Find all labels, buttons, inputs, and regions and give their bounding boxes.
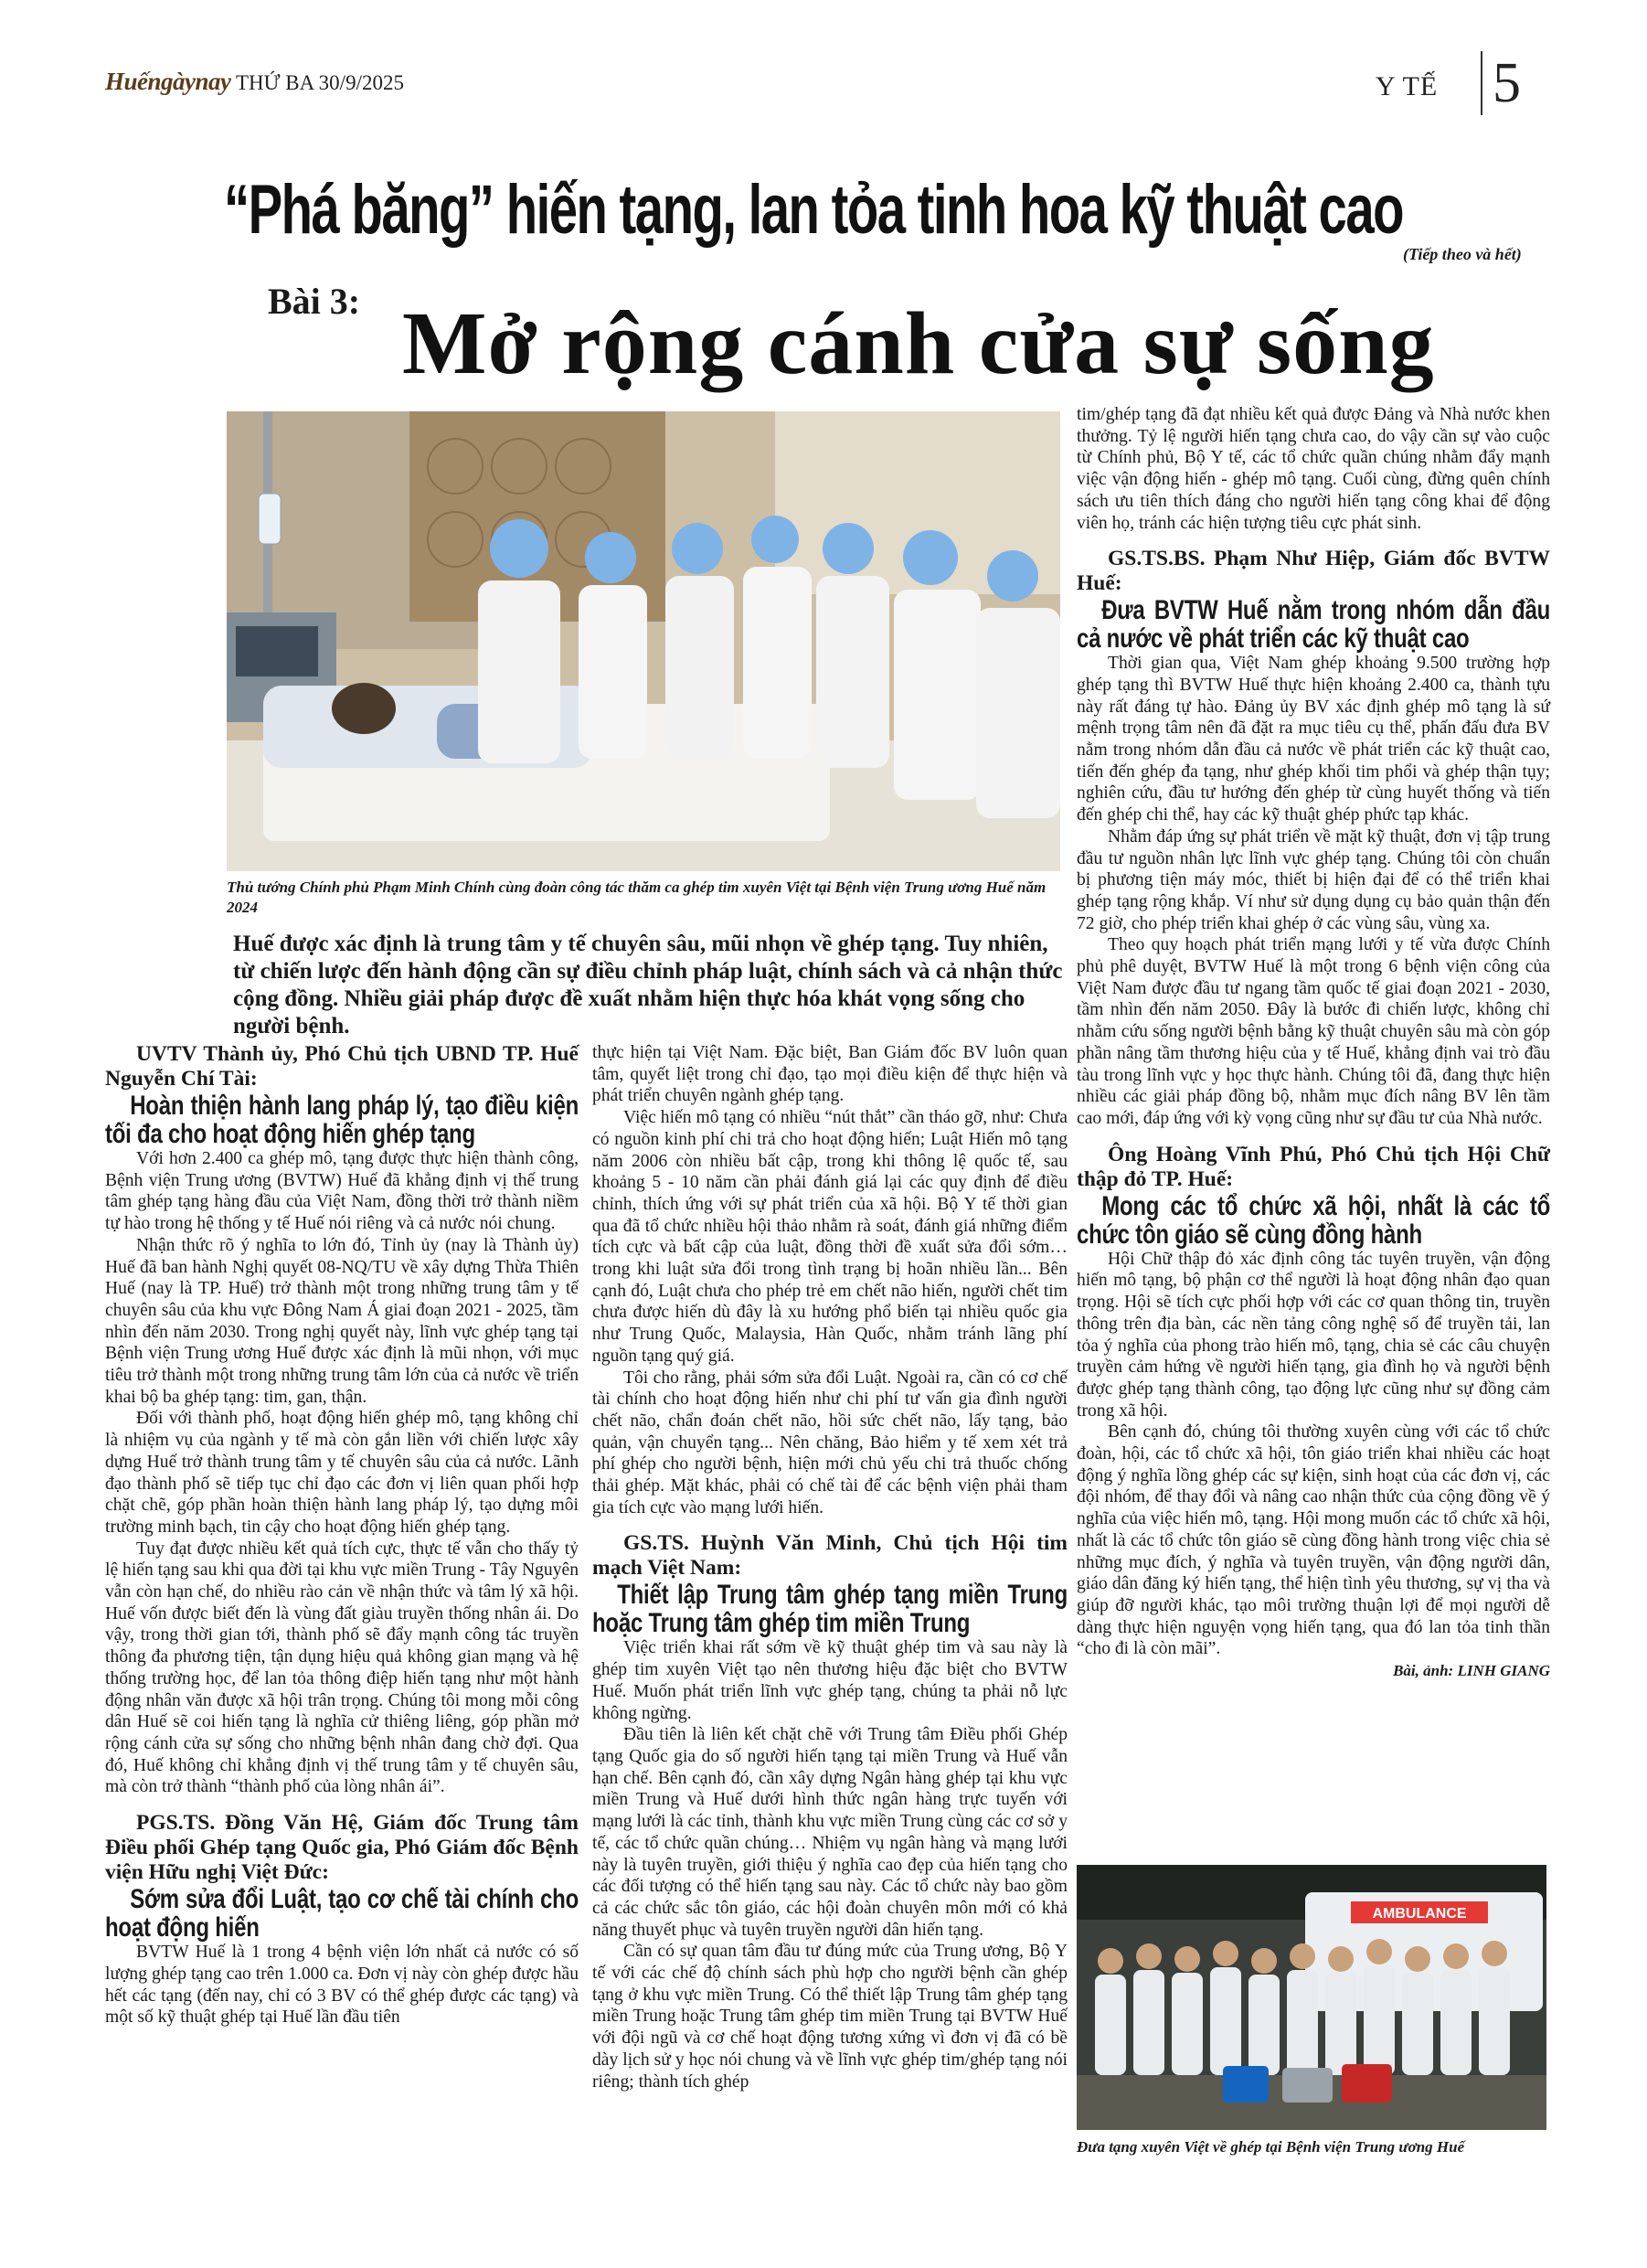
column-3 [1077,404,1550,1682]
body-paragraph: Bên cạnh đó, chúng tôi thường xuyên cùng với các tổ chức đoàn, hội, các tổ chức xã hội, tôn giáo triển khai nhiều các hoạt động ý nghĩa lồng ghép các sự kiện, sinh hoạt của các đơn vị, các đội nhóm, để thay đổi và nâng cao nhận thức của cộng đồng về ý nghĩa của việc hiến mô, tạng. Hội mong muốn các tổ chức xã hội, nhất là các tổ chức tôn giáo sẽ cùng đồng hành trong việc chia sẻ những mục đích, ý nghĩa và tuyên truyền, vận động người dân, giáo dân đăng ký hiến tạng, thể hiện tình yêu thương, sự vị tha và giúp đỡ người khác, tạo môi trường thuận lợi để mọi người dễ dàng thực hiện nguyện vọng hiến tạng, qua đó lan tỏa tinh thần “cho đi là còn mãi”. [1077,1422,1550,1659]
body-paragraph: Tôi cho rằng, phải sớm sửa đổi Luật. Ngoài ra, cần có cơ chế tài chính cho hoạt động hiến như chi phí tư vấn gia đình người chết não, chẩn đoán chết não, hồi sức chết não, lấy tạng, bảo quản, vận chuyển tạng... Nên chăng, Bảo hiểm y tế xem xét trả phí ghép cho người bệnh, hiện mới chủ yếu chi trả thuốc chống thải ghép. Mặt khác, phải có chế tài để các bệnh viện phải tham gia tích cực vào mạng lưới hiến. [592,1368,1068,1517]
body-paragraph: Tuy đạt được nhiều kết quả tích cực, thực tế vẫn cho thấy tỷ lệ hiến tạng sau khi qua đời tại khu vực miền Trung - Tây Nguyên vẫn còn hạn chế, do nhiều rào cản về nhận thức và tâm lý xã hội. Huế vốn được biết đến là vùng đất giàu truyền thống nhân ái. Do vậy, trong thời gian tới, thành phố sẽ đẩy mạnh công tác truyền thông đa phương tiện, tận dụng hiệu quả không gian mạng và hệ thống trường học, để lan tỏa thông điệp hiến tạng như một hành động nhân văn được xã hội trân trọng. Chúng tôi mong mỗi công dân Huế sẽ coi hiến tạng là nghĩa cử thiêng liêng, góp phần mở rộng cánh cửa sự sống cho những bệnh nhân đang chờ đợi. Qua đó, Huế không chỉ khẳng định vị thế trung tâm y tế chuyên sâu, mà còn trở thành “thành phố của lòng nhân ái”. [105,1539,579,1797]
masthead-logo: Huếngàynay [105,68,231,95]
lead-paragraph: Huế được xác định là trung tâm y tế chuyên sâu, mũi nhọn về ghép tạng. Tuy nhiên, từ chiến lược đến hành động cần sự điều chỉnh pháp luật, chính sách và cả nhận thức cộng đồng. Nhiều giải pháp được đề xuất nhằm hiện thực hóa khát vọng sống cho người bệnh. [233,932,1063,1038]
issue-date: THỨ BA 30/9/2025 [236,71,404,94]
body-paragraph: BVTW Huế là 1 trong 4 bệnh viện lớn nhất cả nước có số lượng ghép tạng cao trên 1.000 ca. Đơn vị này còn ghép được hầu hết các tạng (đến nay, chỉ có 3 BV có thể ghép được các tạng) và một số kỹ thuật ghép tại Huế lần đầu tiên [105,1943,579,2028]
byline: Bài, ảnh: LINH GIANG [1393,1662,1550,1680]
body-paragraph: Nhận thức rõ ý nghĩa to lớn đó, Tỉnh ủy (nay là Thành ủy) Huế đã ban hành Nghị quyết 08-NQ/TU về xây dựng Thừa Thiên Huế (nay là TP. Huế) trở thành một trong những trung tâm y tế chuyên sâu của khu vực Đông Nam Á giai đoạn 2021 - 2025, tầm nhìn đến năm 2030. Trong nghị quyết này, lĩnh vực ghép tạng tại Bệnh viện Trung ương Huế được xác định là mũi nhọn, với mục tiêu trở thành một trong những trung tâm lớn của cả nước về triển khai bộ ba ghép tạng: tim, gan, thận. [105,1235,579,1407]
main-photo [227,411,1060,871]
body-paragraph: tim/ghép tạng đã đạt nhiều kết quả được Đảng và Nhà nước khen thưởng. Tỷ lệ người hiến tạng chưa cao, do vậy cần sự vào cuộc từ Chính phủ, Bộ Y tế, các tổ chức quần chúng nhằm đẩy mạnh việc vận động hiến - ghép mô tạng. Cuối cùng, đừng quên chính sách ưu tiên thích đáng cho người hiến tạng công khai để động viên họ, tránh các hiện tượng tiêu cực phát sinh. [1077,405,1550,533]
header-divider [1481,51,1482,115]
hospital-visit-illustration [227,411,1060,871]
part-label: Bài 3: [268,281,361,322]
page-number: 5 [1493,52,1521,114]
body-paragraph: Nhằm đáp ứng sự phát triển về mặt kỹ thuật, đơn vị tập trung đầu tư nguồn nhân lực lĩnh vực ghép tạng. Chúng tôi còn chuẩn bị phương tiện máy móc, thiết bị hiện đại để có thể triển khai ghép tạng rộng khắp. Ví như sử dụng dụng cụ bảo quản thận đến 72 giờ, cho phép triển khai ghép ở các vùng sâu, vùng xa. [1077,826,1550,933]
section-name: Y TẾ [1376,71,1439,101]
body-paragraph: Đầu tiên là liên kết chặt chẽ với Trung tâm Điều phối Ghép tạng Quốc gia do số người hiến tạng tại miền Trung và Huế vẫn hạn chế. Bên cạnh đó, cần xây dựng Ngân hàng ghép tại khu vực miền Trung và Huế dưới hình thức ngân hàng trực tuyến với mạng lưới là các tỉnh, thành khu vực miền Trung cùng các cơ sở y tế, các tổ chức quần chúng… Nhiệm vụ ngân hàng và mạng lưới này là tuyên truyền, giới thiệu ý nghĩa cao đẹp của hiến tạng cho các đối tượng có thể hiến tạng sau này. Các tổ chức này bao gồm cả các chức sắc tôn giáo, các hội đoàn chuyên môn mới có khả năng thuyết phục và tuyên truyền người dân hiến tạng. [592,1725,1068,1940]
main-photo-caption: Thủ tướng Chính phủ Phạm Minh Chính cùng đoàn công tác thăm ca ghép tim xuyên Việt tại Bệnh viện Trung ương Huế năm 2024 [227,878,1047,916]
subheading: Mong các tổ chức xã hội, nhất là các tổ chức tôn giáo sẽ cùng đồng hành [1077,1190,1550,1250]
subheading: Đưa BVTW Huế nằm trong nhóm dẫn đầu cả nước về phát triển các kỹ thuật cao [1077,595,1550,655]
body-paragraph: Với hơn 2.400 ca ghép mô, tạng được thực hiện thành công, Bệnh viện Trung ương (BVTW) Huế đã khẳng định vị thế trung tâm ghép tạng hàng đầu của Việt Nam, đồng thời trở thành niềm tự hào trong hệ thống y tế Huế nói riêng và cả nước nói chung. [105,1149,579,1234]
body-paragraph: Đối với thành phố, hoạt động hiến ghép mô, tạng không chỉ là nhiệm vụ của ngành y tế mà còn gắn liền với chiến lược xây dựng Huế trở thành trung tâm y tế chuyên sâu của cả nước. Lãnh đạo thành phố sẽ tiếp tục chỉ đạo các đơn vị liên quan phối hợp chặt chẽ, góp phần hoàn thiện hành lang pháp lý, tạo dựng môi trường minh bạch, tin cậy cho hoạt động hiến ghép tạng. [105,1409,579,1537]
speaker-heading: GS.TS. Huỳnh Văn Minh, Chủ tịch Hội tim mạch Việt Nam: [592,1531,1068,1581]
series-note: (Tiếp theo và hết) [1403,245,1522,263]
body-paragraph: Việc triển khai rất sớm về kỹ thuật ghép tim và sau này là ghép tim xuyên Việt tạo nên thương hiệu đặc biệt cho BVTW Huế. Muốn phát triển lĩnh vực ghép tạng, chúng ta phải nỗ lực không ngừng. [592,1638,1068,1723]
speaker-heading: GS.TS.BS. Phạm Như Hiệp, Giám đốc BVTW Huế: [1077,547,1550,596]
speaker-heading: PGS.TS. Đồng Văn Hệ, Giám đốc Trung tâm Điều phối Ghép tạng Quốc gia, Phó Giám đốc Bệnh viện Hữu nghị Việt Đức: [105,1811,579,1885]
ambulance-photo [1077,1865,1546,2130]
body-paragraph: Việc hiến mô tạng có nhiều “nút thắt” cần tháo gỡ, như: Chưa có nguồn kinh phí chi trả cho hoạt động hiến; Luật Hiến mô tạng năm 2006 còn nhiều bất cập, trong khi thông lệ quốc tế, sau khoảng 5 - 10 năm cần phải đánh giá lại các quy định để điều chỉnh, thích ứng với sự phát triển của xã hội. Bộ Y tế thời gian qua đã tổ chức nhiều hội thảo nhằm rà soát, đánh giá những điểm tích cực và bất cập của luật, đồng thời đề xuất sửa đổi sớm… trong khi luật sửa đổi trong tình trạng bị hoãn nhiều lần... Bên cạnh đó, Luật chưa cho phép trẻ em chết não hiến, người chết tim chưa được hiến dù đây là xu hướng phổ biến tại nhiều quốc gia như Trung Quốc, Malaysia, Hàn Quốc, nhằm tránh lãng phí nguồn tạng quý giá. [592,1108,1068,1366]
subheading: Hoàn thiện hành lang pháp lý, tạo điều kiện tối đa cho hoạt động hiến ghép tạng [105,1091,579,1149]
subheading: Sớm sửa đổi Luật, tạo cơ chế tài chính cho hoạt động hiến [105,1884,579,1943]
body-paragraph: thực hiện tại Việt Nam. Đặc biệt, Ban Giám đốc BV luôn quan tâm, quyết liệt trong chỉ đạo, tạo mọi điều kiện để thực hiện và phát triển chuyên ngành ghép tạng. [592,1043,1068,1106]
headline-top: “Phá băng” hiến tạng, lan tỏa tinh hoa kỹ thuật cao [224,171,1404,249]
ambulance-sign: AMBULANCE [1372,1906,1467,1922]
body-paragraph: Theo quy hoạch phát triển mạng lưới y tế vừa được Chính phủ phê duyệt, BVTW Huế là một trong 6 bệnh viện công của Việt Nam được đầu tư ngang tầm quốc tế giai đoạn 2021 - 2030, tầm nhìn đến năm 2050. Đây là bước đi chiến lược, không chỉ nhằm cứu sống người bệnh bằng kỹ thuật chuyên sâu mà còn góp phần nâng tầm thương hiệu của y tế Huế, khẳng định vai trò đầu tàu trong lĩnh vực y học thực hành. Chúng tôi đã, đang thực hiện nhiều các giải pháp đồng bộ, nhằm mục đích nâng BV lên tầm cao mới, đáp ứng với kỳ vọng cũng như sự đầu tư của Nhà nước. [1077,935,1550,1128]
headline-main: Mở rộng cánh cửa sự sống [402,294,1435,393]
speaker-heading: Ông Hoàng Vĩnh Phú, Phó Chủ tịch Hội Chữ thập đỏ TP. Huế: [1077,1142,1550,1191]
speaker-heading: UVTV Thành ủy, Phó Chủ tịch UBND TP. Huế Nguyễn Chí Tài: [105,1042,579,1091]
ambulance-group-illustration [1077,1865,1546,2130]
body-paragraph: Cần có sự quan tâm đầu tư đúng mức của Trung ương, Bộ Y tế với các chế độ chính sách phù hợp cho người bệnh cần ghép tạng ở khu vực miền Trung. Có thể thiết lập Trung tâm ghép tạng miền Trung hoặc Trung tâm ghép tim miền Trung tại BVTW Huế với đội ngũ và cơ chế hoạt động tương xứng vì đơn vị đã có bề dày lịch sử y học nói chung và về lĩnh vực ghép tim/ghép tạng nói riêng; thành tích ghép [592,1942,1068,2092]
subheading: Thiết lập Trung tâm ghép tạng miền Trung hoặc Trung tâm ghép tim miền Trung [592,1580,1068,1639]
column-2 [592,1042,1068,2092]
ambulance-photo-caption: Đưa tạng xuyên Việt về ghép tại Bệnh viện Trung ương Huế [1077,2138,1465,2156]
body-paragraph: Hội Chữ thập đỏ xác định công tác tuyên truyền, vận động hiến mô tạng, bộ phận cơ thể người là hoạt động nhân đạo quan trọng. Hội sẽ tích cực phối hợp với các cơ quan thông tin, truyền thông trên địa bàn, các nền tảng công nghệ số để truyền tải, lan tỏa ý nghĩa của phong trào hiến mô, tạng, chia sẻ các câu chuyện truyền cảm hứng về người hiến tạng, gia đình họ và người bệnh được ghép tạng thành công, tạo động lực cũng như sự đồng cảm trong xã hội. [1077,1249,1550,1421]
body-paragraph: Thời gian qua, Việt Nam ghép khoảng 9.500 trường hợp ghép tạng thì BVTW Huế thực hiện khoảng 2.400 ca, thành tựu này rất đáng tự hào. Đảng ủy BV xác định ghép mô tạng là sứ mệnh trọng tâm nên đã đặt ra mục tiêu cụ thể, phấn đấu đưa BV nằm trong nhóm dẫn đầu cả nước về phát triển các kỹ thuật cao, tiến đến ghép đa tạng, như ghép khối tim phổi và ghép thận tụy; nghiên cứu, đầu tư hướng đến ghép từ cùng huyết thống và tiến đến ghép chi thể, hay các kỹ thuật ghép phức tạp khác. [1077,654,1550,825]
column-1 [105,1042,579,2028]
